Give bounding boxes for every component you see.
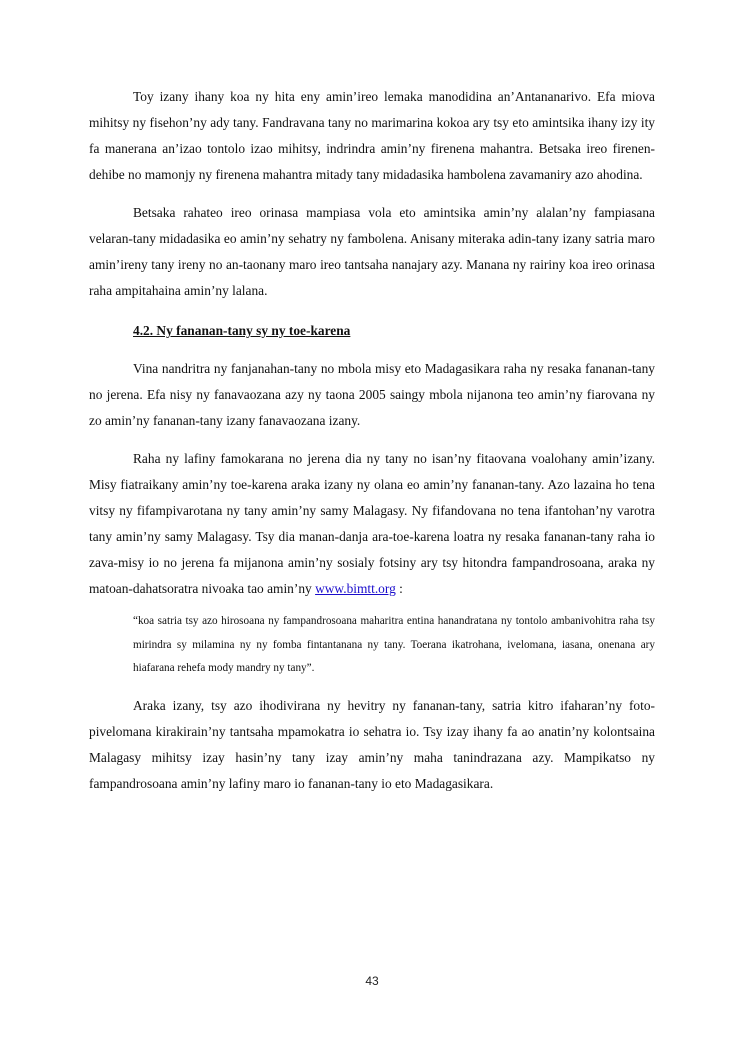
paragraph-4 xyxy=(89,446,655,602)
bimtt-link[interactable]: www.bimtt.org xyxy=(315,581,396,596)
paragraph-3: Vina nandritra ny fanjanahan-tany no mbola misy eto Madagasikara raha ny resaka fananan-tany no jerena. Efa nisy ny fanavaozana azy ny taona 2005 saingy mbola nijanona teo amin’ny fiarovana ny zo amin’ny fananan-tany izany fanavaozana izany. xyxy=(89,361,655,428)
document-page xyxy=(89,84,655,797)
paragraph-2: Betsaka rahateo ireo orinasa mampiasa vola eto amintsika amin’ny alalan’ny fampiasana velaran-tany midadasika eo amin’ny sehatry ny fambolena. Anisany miteraka adin-tany izany satria maro amin’ireny tany ireny no an-taonany maro ireo tantsaha nanajary azy. Manana ny rairiny koa ireo orinasa raha ampitahaina amin’ny lalana. xyxy=(89,205,655,298)
paragraph-4-text: Raha ny lafiny famokarana no jerena dia ny tany no isan’ny fitaovana voalohany amin’izany. Misy fiatraikany amin’ny toe-karena araka izany ny olana eo amin’ny fananan-tany. Azo lazaina ho tena vitsy ny fifampivarotana ny tany amin’ny samy Malagasy. Ny fifandovana no tena ifantohan’ny varotra tany amin’ny samy Malagasy. Tsy dia manan-danja ara-toe-karena loatra ny resaka fananan-tany raha io zava-misy io no jerena fa mijanona amin’ny sosialy fotsiny ary tsy hitondra fampandrosoana, araka ny matoan-dahatsoratra nivoaka tao amin’ny xyxy=(89,451,655,596)
block-quote: “koa satria tsy azo hirosoana ny fampandrosoana maharitra entina hanandratana ny tontolo ambanivohitra raha tsy mirindra sy milamina ny ny fomba fintantanana ny tany. Toerana ikatrohana, ivelomana, iasana, onenana ary hiafarana rehefa mody mandry ny tany”. xyxy=(133,615,655,674)
paragraph-4-end: : xyxy=(395,581,403,596)
paragraph-1: Toy izany ihany koa ny hita eny amin’ireo lemaka manodidina an’Antananarivo. Efa miova mihitsy ny fisehon’ny ady tany. Fandravana tany no marimarina kokoa ary tsy eto amintsika ihany izy ity fa manerana an’izao tontolo izao mihitsy, indrindra amin’ny firenena mahantra. Betsaka ireo firenen-dehibe no mamonjy ny firenena mahantra mitady tany midadasika hambolena zavamaniry azo ahodina. xyxy=(89,89,655,182)
page-number: 43 xyxy=(365,974,379,988)
section-heading: 4.2. Ny fananan-tany sy ny toe-karena xyxy=(133,323,351,338)
paragraph-5: Araka izany, tsy azo ihodivirana ny hevitry ny fananan-tany, satria kitro ifaharan’ny foto-pivelomana kirakirain’ny tantsaha mpamokatra io sehatra io. Tsy izay ihany fa ao anatin’ny kolontsaina Malagasy mihitsy izay hasin’ny tany izay amin’ny maha tanindrazana azy. Mampikatso ny fampandrosoana amin’ny lafiny maro io fananan-tany io eto Madagasikara. xyxy=(89,697,655,791)
